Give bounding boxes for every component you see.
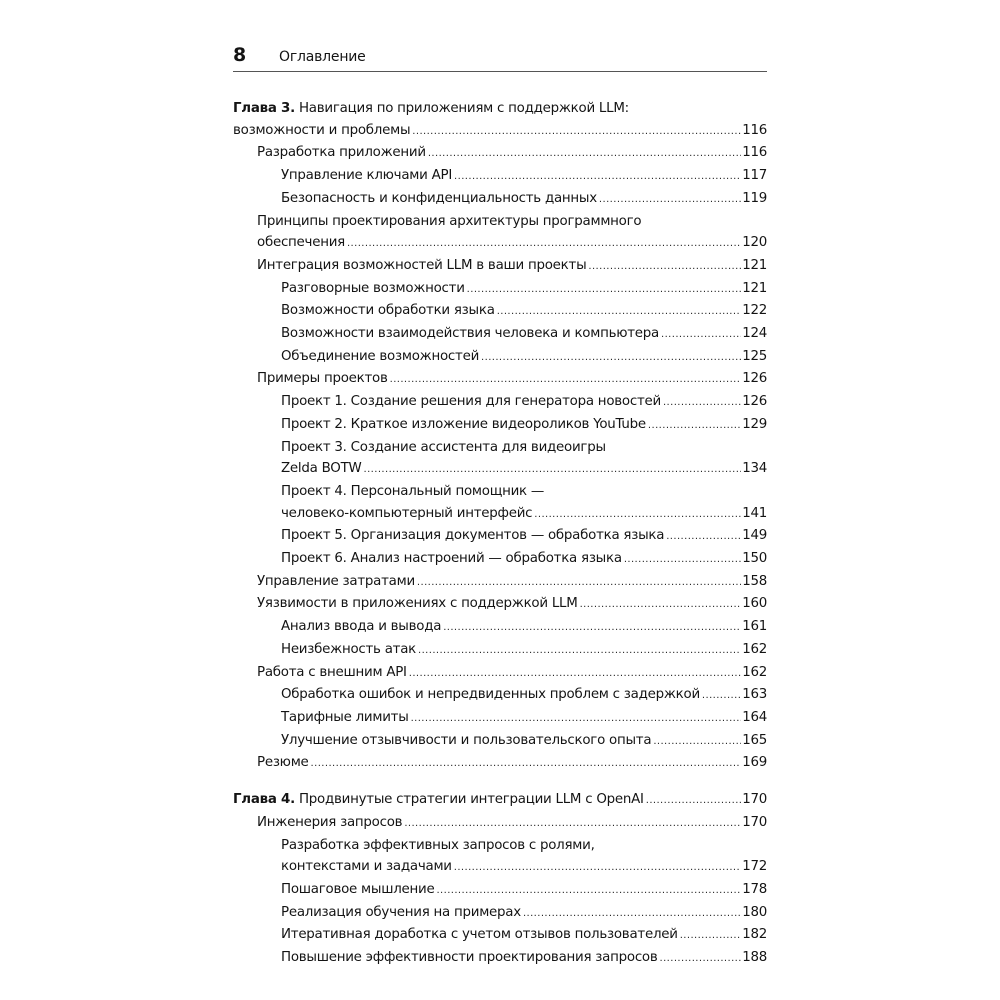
dot-leader xyxy=(417,572,741,594)
toc-page-number: 170 xyxy=(742,814,767,830)
entry-title: Проект 6. Анализ настроений — обработка языка xyxy=(281,551,622,567)
entry-title: Проект 2. Краткое изложение видеороликов YouTube xyxy=(281,416,646,432)
toc-entry-text xyxy=(281,616,441,638)
dot-leader xyxy=(347,233,741,255)
entry-title: Продвинутые стратегии интеграции LLM с OpenAI xyxy=(298,792,644,808)
toc-entry xyxy=(233,165,767,188)
entry-title: Принципы проектирования архитектуры программного xyxy=(257,213,642,229)
toc-entry xyxy=(233,211,767,255)
toc-entry-text xyxy=(281,165,452,187)
toc-entry xyxy=(233,902,767,925)
toc-entry xyxy=(233,752,767,775)
toc-entry-text xyxy=(281,548,622,570)
toc-entry-text xyxy=(281,835,595,857)
toc-page-number: 121 xyxy=(742,280,767,296)
dot-leader xyxy=(648,415,741,437)
toc-entry-text xyxy=(281,730,651,752)
entry-title: Примеры проектов xyxy=(257,371,388,387)
toc-page-number: 126 xyxy=(742,371,767,387)
toc-entry-line xyxy=(281,346,767,369)
toc-entry-text xyxy=(257,142,426,164)
toc-page-number: 117 xyxy=(742,168,767,184)
toc-entry xyxy=(233,684,767,707)
toc-entry-line xyxy=(257,752,767,775)
toc-page-number: 170 xyxy=(742,792,767,808)
toc-page-number: 120 xyxy=(742,235,767,251)
entry-title: Резюме xyxy=(257,755,309,771)
toc-entry-text xyxy=(281,346,479,368)
toc-page-number: 126 xyxy=(742,394,767,410)
entry-title: Инженерия запросов xyxy=(257,814,403,830)
toc-page-number: 180 xyxy=(742,904,767,920)
toc-entry xyxy=(233,812,767,835)
entry-title: Улучшение отзывчивости и пользовательского опыта xyxy=(281,732,652,748)
toc-entry-line xyxy=(281,879,767,902)
toc-entry-line xyxy=(281,323,767,346)
toc-entry-line xyxy=(233,98,767,120)
entry-title: Анализ ввода и вывода xyxy=(281,619,442,635)
toc-entry-line xyxy=(257,593,767,616)
dot-leader xyxy=(481,347,741,369)
toc-entry-text xyxy=(281,684,700,706)
entry-title: Проект 5. Организация документов — обработка языка xyxy=(281,528,665,544)
toc-page-number: 125 xyxy=(742,348,767,364)
dot-leader xyxy=(624,549,741,571)
toc-entry-text xyxy=(257,752,309,774)
entry-title: Реализация обучения на примерах xyxy=(281,904,521,920)
toc-entry-line xyxy=(281,730,767,753)
entry-title: Zelda BOTW xyxy=(281,461,362,477)
toc-entry-line xyxy=(281,548,767,571)
entry-title: Неизбежность атак xyxy=(281,641,416,657)
toc-entry-text xyxy=(257,593,578,615)
dot-leader xyxy=(680,925,741,947)
toc-entry-line xyxy=(257,211,767,233)
toc-entry-text xyxy=(281,856,452,878)
dot-leader xyxy=(523,903,741,925)
toc-entry-text xyxy=(281,391,661,413)
toc-entry-text xyxy=(281,414,646,436)
toc-entry-line xyxy=(281,525,767,548)
entry-title: возможности и проблемы xyxy=(233,122,411,138)
toc-entry-line xyxy=(257,812,767,835)
dot-leader xyxy=(404,813,741,835)
toc-page-number: 129 xyxy=(742,416,767,432)
dot-leader xyxy=(364,459,742,481)
entry-title: Управление ключами API xyxy=(281,168,453,184)
entry-title: Разработка эффективных запросов с ролями, xyxy=(281,837,595,853)
dot-leader xyxy=(497,301,742,323)
entry-title: Интеграция возможностей LLM в ваши проекты xyxy=(257,257,587,273)
toc-entry-line xyxy=(257,662,767,685)
dot-leader xyxy=(428,143,741,165)
toc-entry xyxy=(233,730,767,753)
entry-title: человеко-компьютерный интерфейс xyxy=(281,505,533,521)
entry-title: Тарифные лимиты xyxy=(281,709,409,725)
toc-entry-line xyxy=(281,481,767,503)
toc-entry-line xyxy=(257,142,767,165)
toc-page-number: 163 xyxy=(742,687,767,703)
toc-page-number: 121 xyxy=(742,257,767,273)
toc-entry xyxy=(233,662,767,685)
toc-entry xyxy=(233,548,767,571)
toc-entry-line xyxy=(281,437,767,459)
toc-entry-line xyxy=(257,571,767,594)
dot-leader xyxy=(436,880,741,902)
dot-leader xyxy=(599,189,741,211)
dot-leader xyxy=(311,753,742,775)
entry-title: Работа с внешним API xyxy=(257,664,407,680)
toc-entry xyxy=(233,639,767,662)
toc-entry xyxy=(233,707,767,730)
chapter-label: Глава 3. xyxy=(233,101,295,116)
toc-entry-text xyxy=(257,232,345,254)
header-rule xyxy=(233,71,767,72)
toc-entry-line xyxy=(281,188,767,211)
entry-title: контекстами и задачами xyxy=(281,859,452,875)
dot-leader xyxy=(409,663,741,685)
toc-entry xyxy=(233,391,767,414)
dot-leader xyxy=(661,324,741,346)
dot-leader xyxy=(443,617,741,639)
entry-title: Навигация по приложениям с поддержкой LLM: xyxy=(298,101,629,116)
table-of-contents xyxy=(233,98,767,970)
entry-title: Объединение возможностей xyxy=(281,348,480,364)
toc-chapter-entry xyxy=(233,98,767,142)
toc-entry-text xyxy=(281,278,465,300)
toc-entry-line xyxy=(281,835,767,857)
toc-page-number: 122 xyxy=(742,303,767,319)
dot-leader xyxy=(418,640,741,662)
page-number: 8 xyxy=(233,44,247,66)
toc-entry xyxy=(233,879,767,902)
toc-entry xyxy=(233,593,767,616)
toc-entry xyxy=(233,414,767,437)
toc-page-number: 150 xyxy=(742,551,767,567)
toc-page-number: 141 xyxy=(742,505,767,521)
toc-entry-line xyxy=(281,391,767,414)
toc-entry xyxy=(233,255,767,278)
toc-page-number: 116 xyxy=(742,145,767,161)
dot-leader xyxy=(663,392,741,414)
entry-title: Итеративная доработка с учетом отзывов пользователей xyxy=(281,927,678,943)
toc-entry-text xyxy=(257,662,407,684)
toc-page-number: 178 xyxy=(742,881,767,897)
toc-entry-text xyxy=(281,947,658,969)
toc-entry-line xyxy=(257,255,767,278)
toc-entry xyxy=(233,368,767,391)
toc-entry-text xyxy=(233,120,410,142)
dot-leader xyxy=(580,594,742,616)
dot-leader xyxy=(454,857,741,879)
toc-entry-text xyxy=(281,879,434,901)
toc-entry xyxy=(233,924,767,947)
toc-entry-text xyxy=(281,503,532,525)
entry-title: Проект 1. Создание решения для генератора новостей xyxy=(281,394,661,410)
entry-title: Обработка ошибок и непредвиденных проблем с задержкой xyxy=(281,687,700,703)
toc-entry-line xyxy=(281,707,767,730)
toc-entry-text xyxy=(233,98,629,120)
toc-page-number: 116 xyxy=(742,122,767,138)
toc-entry-line xyxy=(281,165,767,188)
entry-title: Управление затратами xyxy=(257,573,415,589)
dot-leader xyxy=(702,685,741,707)
entry-title: Разговорные возможности xyxy=(281,280,465,296)
toc-entry xyxy=(233,188,767,211)
dot-leader xyxy=(454,166,741,188)
toc-page-number: 182 xyxy=(742,927,767,943)
toc-chapter-entry xyxy=(233,789,767,812)
toc-entry-text xyxy=(281,458,362,480)
dot-leader xyxy=(390,369,742,391)
toc-page-number: 160 xyxy=(742,596,767,612)
toc-entry-line xyxy=(281,639,767,662)
toc-page-number: 124 xyxy=(742,326,767,342)
toc-entry-line xyxy=(281,458,767,481)
entry-title: Безопасность и конфиденциальность данных xyxy=(281,190,597,206)
entry-title: Пошаговое мышление xyxy=(281,881,435,897)
toc-entry xyxy=(233,571,767,594)
toc-entry-line xyxy=(281,856,767,879)
toc-page-number: 158 xyxy=(742,573,767,589)
toc-entry-line xyxy=(281,503,767,526)
dot-leader xyxy=(588,256,741,278)
toc-entry-text xyxy=(281,481,544,503)
entry-title: Уязвимости в приложениях с поддержкой LLM xyxy=(257,596,578,612)
toc-entry-text xyxy=(281,902,521,924)
toc-entry-text xyxy=(281,707,409,729)
toc-entry xyxy=(233,525,767,548)
toc-entry-line xyxy=(281,616,767,639)
chapter-label: Глава 4. xyxy=(233,792,295,808)
toc-page-number: 162 xyxy=(742,664,767,680)
entry-title: Возможности взаимодействия человека и компьютера xyxy=(281,326,659,342)
toc-page-number: 162 xyxy=(742,641,767,657)
toc-entry-line xyxy=(281,300,767,323)
toc-entry-text xyxy=(281,924,678,946)
entry-title: Проект 4. Персональный помощник — xyxy=(281,483,545,499)
toc-entry xyxy=(233,616,767,639)
toc-entry-line xyxy=(281,924,767,947)
dot-leader xyxy=(467,279,742,301)
dot-leader xyxy=(660,948,742,970)
toc-page-number: 172 xyxy=(742,859,767,875)
toc-entry-text xyxy=(281,323,659,345)
toc-entry-text xyxy=(257,211,641,233)
toc-entry-line xyxy=(257,232,767,255)
toc-page-number: 119 xyxy=(742,190,767,206)
toc-page-number: 188 xyxy=(742,950,767,966)
dot-leader xyxy=(653,731,741,753)
entry-title: Проект 3. Создание ассистента для видеоигры xyxy=(281,439,606,455)
toc-entry xyxy=(233,437,767,481)
toc-page-number: 164 xyxy=(742,709,767,725)
toc-entry xyxy=(233,346,767,369)
dot-leader xyxy=(411,708,742,730)
toc-entry xyxy=(233,835,767,879)
running-head xyxy=(233,44,767,68)
toc-entry xyxy=(233,947,767,970)
running-head-title: Оглавление xyxy=(279,49,366,65)
toc-entry-text xyxy=(281,639,416,661)
toc-entry-text xyxy=(281,300,495,322)
toc-entry-text xyxy=(281,525,664,547)
toc-entry-line xyxy=(281,414,767,437)
toc-entry-text xyxy=(257,255,586,277)
toc-entry-text xyxy=(257,571,415,593)
dot-leader xyxy=(666,526,741,548)
toc-entry xyxy=(233,300,767,323)
dot-leader xyxy=(534,504,741,526)
toc-entry xyxy=(233,323,767,346)
toc-entry-line xyxy=(281,947,767,970)
toc-entry-line xyxy=(233,789,767,812)
toc-entry-text xyxy=(281,188,597,210)
toc-entry xyxy=(233,278,767,301)
entry-title: Возможности обработки языка xyxy=(281,303,495,319)
toc-entry-line xyxy=(281,684,767,707)
entry-title: Повышение эффективности проектирования запросов xyxy=(281,950,658,966)
entry-title: Разработка приложений xyxy=(257,145,426,161)
toc-page-number: 161 xyxy=(742,619,767,635)
toc-entry-line xyxy=(281,902,767,925)
toc-entry-line xyxy=(281,278,767,301)
toc-page-number: 169 xyxy=(742,755,767,771)
toc-entry-text xyxy=(233,789,644,811)
dot-leader xyxy=(646,790,741,812)
toc-entry-text xyxy=(257,368,388,390)
toc-entry xyxy=(233,481,767,525)
toc-page-number: 149 xyxy=(742,528,767,544)
toc-entry-text xyxy=(281,437,606,459)
dot-leader xyxy=(412,121,741,143)
toc-entry-line xyxy=(233,120,767,143)
toc-entry-text xyxy=(257,812,402,834)
toc-page-number: 165 xyxy=(742,732,767,748)
toc-entry xyxy=(233,142,767,165)
toc-entry-line xyxy=(257,368,767,391)
entry-title: обеспечения xyxy=(257,235,345,251)
toc-page-number: 134 xyxy=(742,461,767,477)
